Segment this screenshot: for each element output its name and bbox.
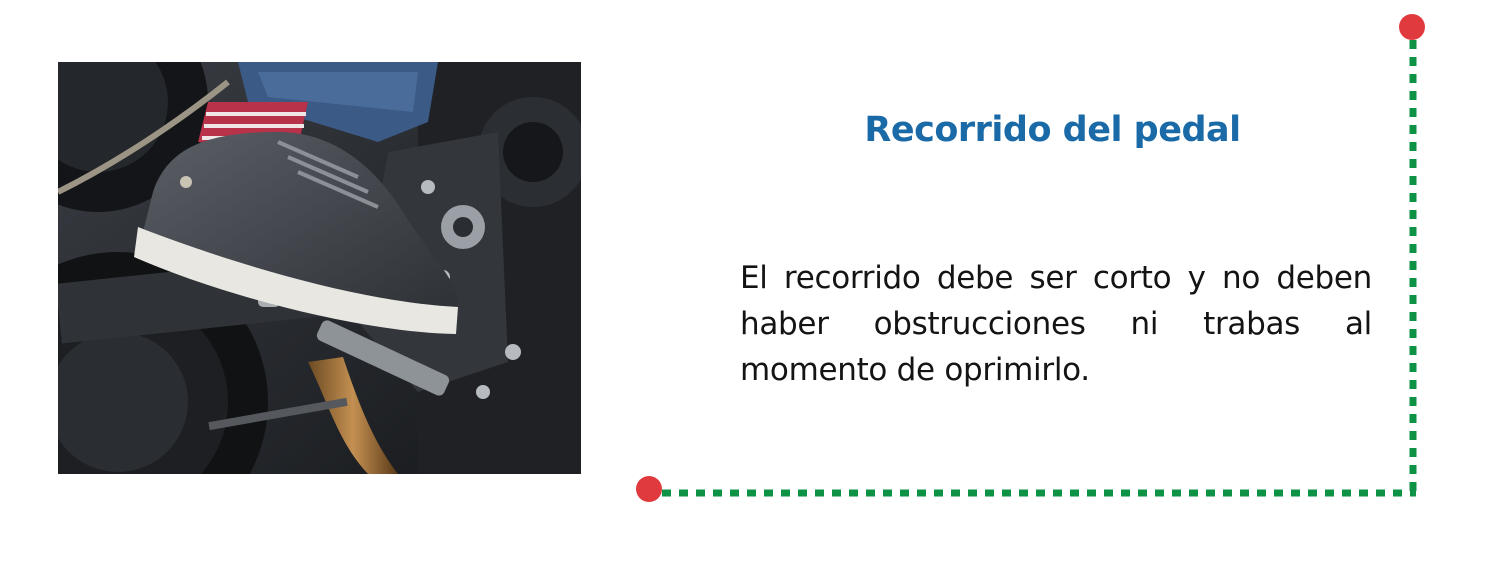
card-body-text: El recorrido debe ser corto y no deben haber obstrucciones ni trabas al momento de oprimirlo. <box>740 260 1372 388</box>
card-title: Recorrido del pedal <box>864 110 1241 150</box>
red-dot-icon <box>1399 14 1425 40</box>
foot-on-pedal-photo <box>58 62 581 474</box>
red-dot-icon <box>636 476 662 502</box>
photo-illustration <box>58 62 581 474</box>
